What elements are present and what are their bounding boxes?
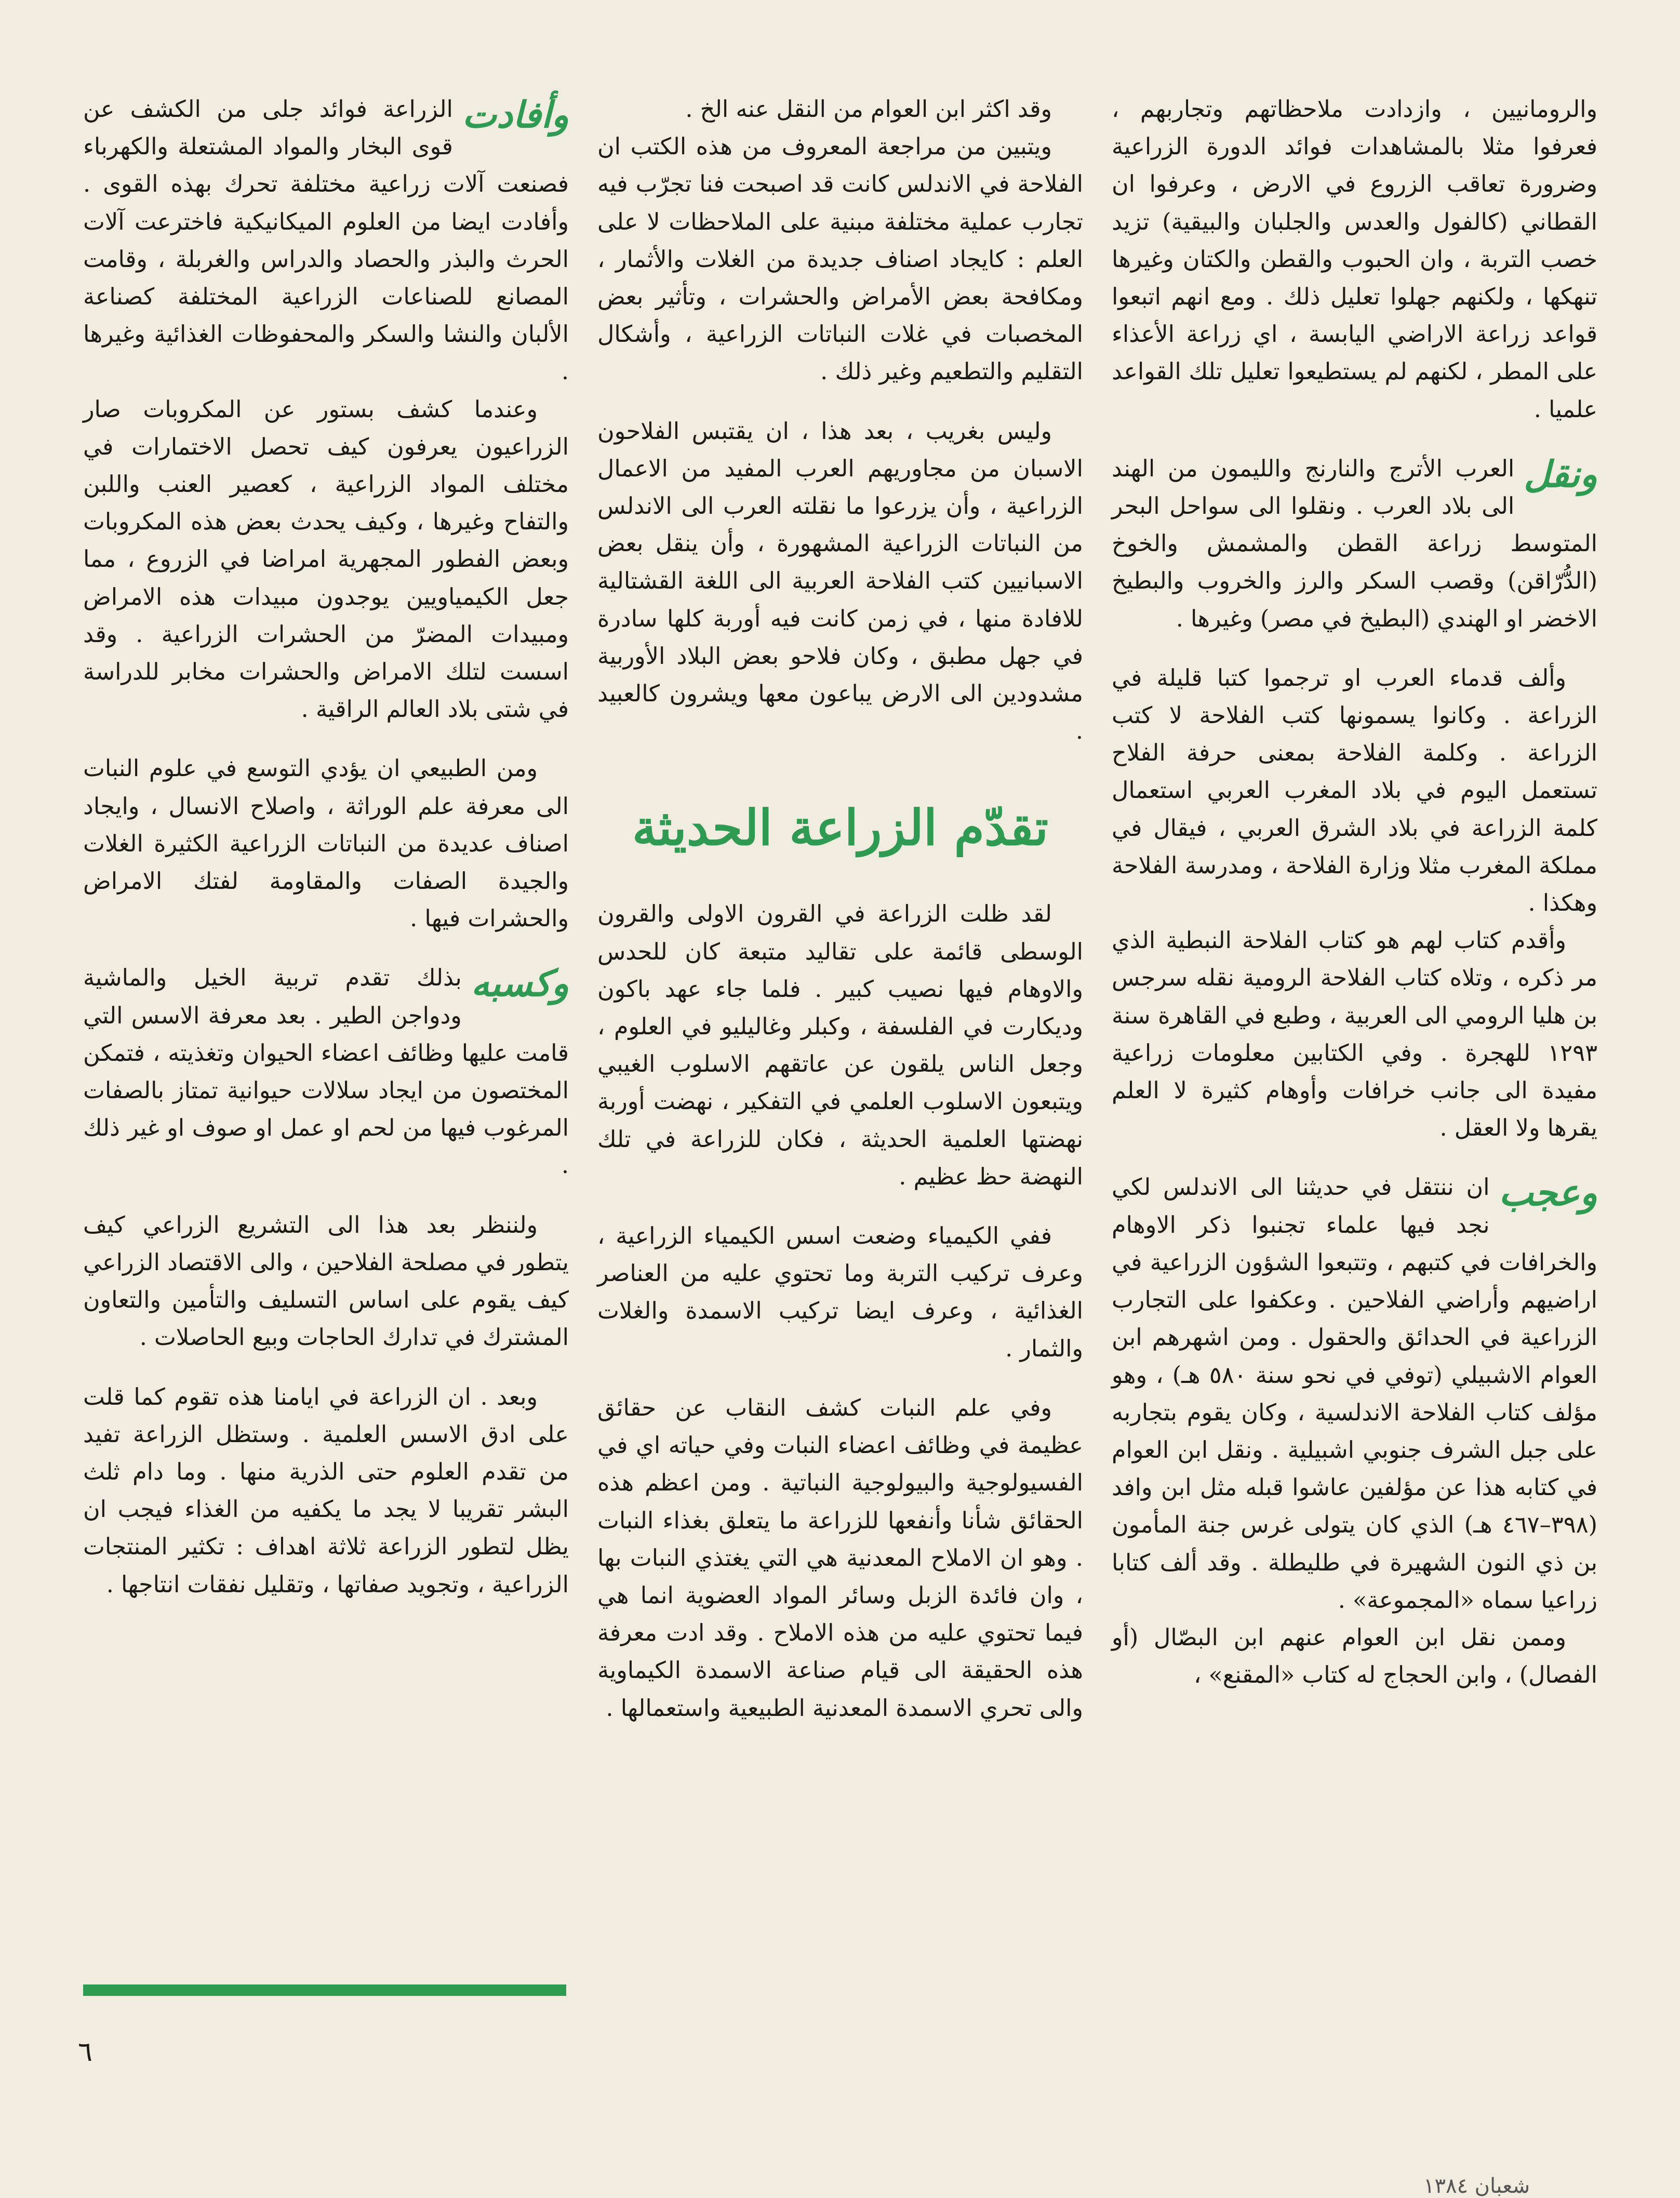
paragraph: والرومانيين ، وازدادت ملاحظاتهم وتجاربهم ، فعرفوا مثلا بالمشاهدات فوائد الدورة الزراعية وضرورة تعاقب الزروع في الارض ، وعرفوا ان القطاني (كالفول والعدس والجلبان والبيقية) تزيد خصب التربة ، وان الحبوب والقطن والكتان وغيرها تنهكها ، ولكنهم جهلوا تعليل ذلك . ومع انهم اتبعوا قواعد زراعة الاراضي اليابسة ، اي زراعة الأعذاء على المطر ، لكنهم لم يستطيعوا تعليل تلك القواعد علميا . <box>1112 96 1597 423</box>
paragraph: وأقدم كتاب لهم هو كتاب الفلاحة النبطية الذي مر ذكره ، وتلاه كتاب الفلاحة الرومية نقله سرجس بن هليا الرومي الى العربية ، وطبع في القاهرة سنة ١٢٩٣ للهجرة . وفي الكتابين معلومات زراعية مفيدة الى جانب خرافات وأوهام كثيرة لا العلم يقرها ولا العقل . <box>1112 927 1597 1142</box>
paragraph-text: العرب الأترج والنارنج والليمون من الهند الى بلاد العرب . ونقلوا الى سواحل البحر المتوسط زراعة القطن والمشمش والخوخ (الدُّرّاقن) وقصب السكر والرز والخروب والبطيخ الاخضر او الهندي (البطيخ في مصر) وغيرها . <box>1112 455 1597 632</box>
side-heading: وأفادت <box>462 93 569 136</box>
side-heading: ونقل <box>1524 452 1597 496</box>
paragraph: وليس بغريب ، بعد هذا ، ان يقتبس الفلاحون الاسبان من مجاوريهم العرب المفيد من الاعمال الزراعية ، وأن يزرعوا ما نقلته العرب الى الاندلس من النباتات الزراعية المشهورة ، وأن ينقل بعض الاسبانيين كتب الفلاحة العربية الى اللغة القشتالية للافادة منها ، في زمن كانت فيه أوربة كلها سادرة في جهل مطبق ، وكان فلاحو بعض البلاد الأوربية مشدودين الى الارض يباعون معها ويشرون كالعبيد . <box>597 418 1083 745</box>
paragraph <box>1112 1169 1597 1619</box>
paragraph: وبعد . ان الزراعة في ايامنا هذه تقوم كما قلت على ادق الاسس العلمية . وستظل الزراعة تفيد من تقدم العلوم حتى الذرية منها . وما دام ثلث البشر تقريبا لا يجد ما يكفيه من الغذاء فيجب ان يظل لتطور الزراعة ثلاثة اهداف : تكثير المنتجات الزراعية ، وتجويد صفاتها ، وتقليل نفقات انتاجها . <box>83 1383 569 1598</box>
paragraph: وفي علم النبات كشف النقاب عن حقائق عظيمة في وظائف اعضاء النبات وفي حياته اي في الفسيولوجية والبيولوجية النباتية . ومن اعظم هذه الحقائق شأنا وأنفعها للزراعة ما يتعلق بغذاء النبات . وهو ان الاملاح المعدنية هي التي يغتذي النبات بها ، وان فائدة الزبل وسائر المواد العضوية انما هي فيما تحتوي عليه من هذه الاملاح . وقد ادت معرفة هذه الحقيقة الى قيام صناعة الاسمدة الكيماوية والى تحري الاسمدة المعدنية الطبيعية واستعمالها . <box>597 1394 1083 1722</box>
article-column-right <box>1112 91 1597 1694</box>
paragraph: وقد اكثر ابن العوام من النقل عنه الخ . <box>685 96 1052 123</box>
paragraph-text: الزراعة فوائد جلى من الكشف عن قوى البخار والمواد المشتعلة والكهرباء فصنعت آلات زراعية مختلفة تحرك بهذه القوى . وأفادت ايضا من العلوم الميكانيكية فاخترعت آلات الحرث والبذر والحصاد والدراس والغربلة ، وقامت المصانع للصناعات الزراعية المختلفة كصناعة الألبان والنشا والسكر والمحفوظات الغذائية وغيرها . <box>83 96 569 385</box>
article-column-middle <box>597 91 1083 1727</box>
paragraph: ويتبين من مراجعة المعروف من هذه الكتب ان الفلاحة في الاندلس كانت قد اصبحت فنا تجرّب فيه تجارب عملية مختلفة مبنية على الملاحظات لا على العلم : كايجاد اصناف جديدة من الغلات والأثمار ، ومكافحة بعض الأمراض والحشرات ، وتأثير بعض المخصبات في غلات النباتات الزراعية ، وأشكال التقليم والتطعيم وغير ذلك . <box>597 134 1083 385</box>
paragraph <box>83 960 569 1184</box>
side-heading: وعجب <box>1499 1171 1597 1215</box>
paragraph: ومن الطبيعي ان يؤدي التوسع في علوم النبات الى معرفة علم الوراثة ، واصلاح الانسال ، وايجاد اصناف عديدة من النباتات الزراعية الكثيرة الغلات والجيدة الصفات والمقاومة لفتك الامراض والحشرات فيها . <box>83 755 569 933</box>
page-number: ٦ <box>78 2036 92 2068</box>
paragraph: لقد ظلت الزراعة في القرون الاولى والقرون الوسطى قائمة على تقاليد متبعة كان للحدس والاوهام فيها نصيب كبير . فلما جاء عهد باكون وديكارت في الفلسفة ، وكبلر وغاليليو في العلوم ، وجعل الناس يلقون عن عاتقهم الاسلوب الغيبي ويتبعون الاسلوب العلمي في التفكير ، نهضت أوربة نهضتها العلمية الحديثة ، فكان للزراعة في تلك النهضة حظ عظيم . <box>597 901 1083 1190</box>
side-heading: وكسبه <box>471 962 569 1005</box>
paragraph: وممن نقل ابن العوام عنهم ابن البصّال (أو الفصال) ، وابن الحجاج له كتاب «المقنع» ، <box>1112 1624 1597 1689</box>
paragraph: ولننظر بعد هذا الى التشريع الزراعي كيف يتطور في مصلحة الفلاحين ، والى الاقتصاد الزراعي كيف يقوم على اساس التسليف والتأمين والتعاون المشترك في تدارك الحاجات وبيع الحاصلات . <box>83 1211 569 1351</box>
section-heading: تقدّم الزراعة الحديثة <box>632 800 1049 857</box>
paragraph <box>1112 450 1597 638</box>
paragraph: ففي الكيمياء وضعت اسس الكيمياء الزراعية ، وعرف تركيب التربة وما تحتوي عليه من العناصر الغذائية ، وعرف ايضا تركيب الاسمدة والغلات والثمار . <box>597 1223 1083 1362</box>
paragraph: وعندما كشف بستور عن المكروبات صار الزراعيون يعرفون كيف تحصل الاختمارات في مختلف المواد الزراعية ، كعصير العنب واللبن والتفاح وغيرها ، وكيف يحدث بعض هذه المكروبات وبعض الفطور المجهرية امراضا في الزروع ، مما جعل الكيمياويين يوجدون مبيدات هذه الامراض ومبيدات المضرّ من الحشرات الزراعية . وقد اسست لتلك الامراض والحشرات مخابر للدراسة في شتى بلاد العالم الراقية . <box>83 396 569 723</box>
paragraph-text: بذلك تقدم تربية الخيل والماشية ودواجن الطير . بعد معرفة الاسس التي قامت عليها وظائف اعضاء الحيوان وتغذيته ، فتمكن المختصون من ايجاد سلالات حيوانية تمتاز بالصفات المرغوب فيها من لحم او عمل او صوف او غير ذلك . <box>83 965 569 1179</box>
paragraph-text: ان ننتقل في حديثنا الى الاندلس لكي نجد فيها علماء تجنبوا ذكر الاوهام والخرافات في كتبهم ، وتتبعوا الشؤون الزراعية في اراضيهم وأراضي الفلاحين . وعكفوا على التجارب الزراعية في الحدائق والحقول . ومن اشهرهم ابن العوام الاشبيلي (توفي في نحو سنة ٥٨٠ هـ) ، وهو مؤلف كتاب الفلاحة الاندلسية ، وكان يقوم بتجاربه على جبل الشرف جنوبي اشبيلية . ونقل ابن العوام في كتابه هذا عن مؤلفين عاشوا قبله مثل ابن وافد (٣٩٨–٤٦٧ هـ) الذي كان يتولى غرس جنة المأمون بن ذي النون الشهيرة في طليطلة . وقد ألف كتابا زراعيا سماه «المجموعة» . <box>1112 1174 1597 1614</box>
paragraph <box>83 91 569 391</box>
issue-date: شعبان ١٣٨٤ <box>1423 2174 1530 2198</box>
article-column-left <box>83 91 569 1604</box>
section-end-bar <box>83 1984 566 1996</box>
paragraph: وألف قدماء العرب او ترجموا كتبا قليلة في الزراعة . وكانوا يسمونها كتب الفلاحة لا كتب الزراعة . وكلمة الفلاحة بمعنى حرفة الفلاح تستعمل اليوم في بلاد المغرب العربي استعمال كلمة الزراعة في بلاد الشرق العربي ، فيقال في مملكة المغرب مثلا وزارة الفلاحة ، ومدرسة الفلاحة وهكذا . <box>1112 664 1597 917</box>
